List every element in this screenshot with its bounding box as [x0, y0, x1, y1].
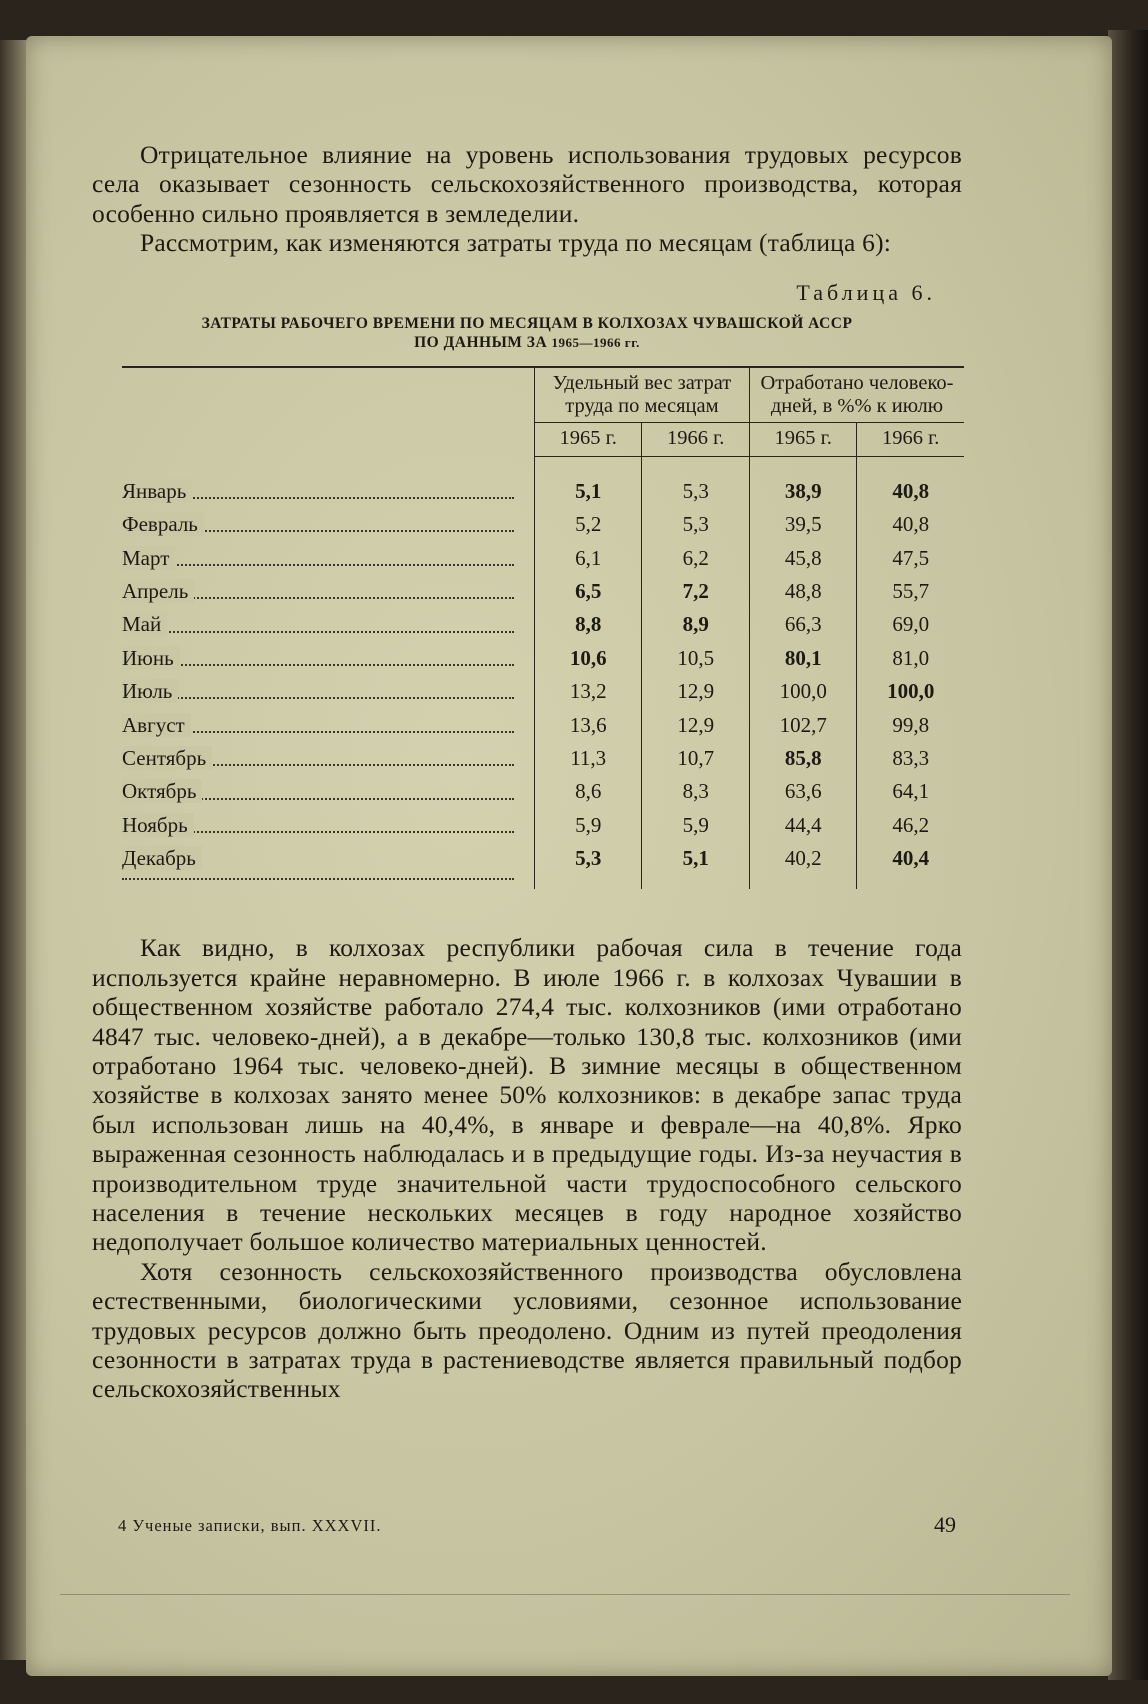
share-1966-cell: 8,3	[642, 775, 750, 808]
share-1965-cell: 8,6	[534, 775, 642, 808]
page-content	[92, 140, 962, 1404]
header-share-group: Удельный вес затрат труда по месяцам	[534, 367, 749, 423]
bottom-margin	[60, 1594, 1070, 1631]
table-row	[122, 575, 964, 608]
page-edge-right	[1108, 30, 1148, 1680]
percent-1965-cell: 85,8	[749, 742, 857, 775]
dot-leader	[122, 662, 514, 666]
share-1966-cell: 7,2	[642, 575, 750, 608]
month-cell: Август	[122, 713, 191, 737]
table-row	[122, 842, 964, 889]
share-1966-cell: 5,3	[642, 456, 750, 508]
share-1966-cell: 8,9	[642, 608, 750, 641]
table-title	[92, 314, 962, 352]
share-1965-cell: 5,9	[534, 809, 642, 842]
header-blank	[122, 367, 534, 457]
percent-1966-cell: 40,8	[857, 508, 964, 541]
percent-1965-cell: 102,7	[749, 708, 857, 741]
intro-paragraph-2: Рассмотрим, как изменяются затраты труда по месяцам (таблица 6):	[140, 228, 892, 258]
percent-1966-cell: 46,2	[857, 809, 964, 842]
share-1966-cell: 5,3	[642, 508, 750, 541]
spacer	[92, 889, 962, 933]
table-title-line-2	[92, 333, 962, 352]
labor-cost-table	[122, 366, 964, 890]
header-percent-1966: 1966 г.	[857, 422, 964, 456]
intro-paragraph-1: Отрицательное влияние на уровень использования трудовых ресурсов села оказывает сезонность сельскохозяйственного производства, которая особенно сильно проявляется в земледелии.	[92, 140, 962, 228]
page-footer	[118, 1512, 956, 1537]
month-cell: Октябрь	[122, 779, 202, 803]
table-row	[122, 675, 964, 708]
percent-1966-cell: 81,0	[857, 642, 964, 675]
share-1966-cell: 5,1	[642, 842, 750, 889]
share-1965-cell: 5,2	[534, 508, 642, 541]
month-cell: Май	[122, 612, 167, 636]
header-share-1966: 1966 г.	[642, 422, 750, 456]
header-percent-1965: 1965 г.	[749, 422, 857, 456]
table-title-line-1: ЗАТРАТЫ РАБОЧЕГО ВРЕМЕНИ ПО МЕСЯЦАМ В КОЛХОЗАХ ЧУВАШСКОЙ АССР	[201, 314, 853, 332]
percent-1966-cell: 83,3	[857, 742, 964, 775]
page-edge-left	[0, 40, 26, 1660]
percent-1965-cell: 40,2	[749, 842, 857, 889]
body-paragraph-2: Хотя сезонность сельскохозяйственного производства обусловлена естественными, биологическими условиями, сезонное использование трудовых ресурсов должно быть преодолено. Одним из путей преодоления сезонности в затратах труда в растениеводстве является правильный подбор сельскохозяйственных	[92, 1256, 962, 1404]
table-title-years: 1965—1966 гг.	[551, 334, 640, 350]
month-cell: Апрель	[122, 579, 194, 603]
share-1965-cell: 6,1	[534, 541, 642, 574]
table-row	[122, 608, 964, 641]
header-percent-group: Отработано человеко-дней, в %% к июлю	[749, 367, 964, 423]
dot-leader	[122, 629, 514, 633]
percent-1966-cell: 99,8	[857, 708, 964, 741]
percent-1965-cell: 38,9	[749, 456, 857, 508]
share-1965-cell: 11,3	[534, 742, 642, 775]
percent-1966-cell: 40,8	[857, 456, 964, 508]
body-paragraph-1: Как видно, в колхозах республики рабочая сила в течение года используется крайне неравномерно. В июле 1966 г. в колхозах Чувашии в общественном хозяйстве работало 274,4 тыс. колхозников (ими отработано 4847 тыс. человеко-дней), а в декабре—только 130,8 тыс. колхозников (ими отработано 1964 тыс. человеко-дней). В зимние месяцы в общественном хозяйстве в колхозах занято менее 50% колхозников: в декабре запас труда был использован лишь на 40,4%, в январе и феврале—на 40,8%. Ярко выраженная сезонность наблюдалась и в предыдущие годы. Из-за неучастия в производительном труде значительной части трудоспособного сельского населения в течение нескольких месяцев в году народное хозяйство недополучает большое количество материальных ценностей.	[92, 933, 962, 1257]
table-row	[122, 742, 964, 775]
share-1965-cell: 5,1	[534, 456, 642, 508]
month-cell: Январь	[122, 479, 192, 503]
share-1966-cell: 12,9	[642, 708, 750, 741]
share-1965-cell: 13,2	[534, 675, 642, 708]
share-1965-cell: 6,5	[534, 575, 642, 608]
page-number: 49	[934, 1512, 956, 1537]
percent-1966-cell: 55,7	[857, 575, 964, 608]
percent-1965-cell: 66,3	[749, 608, 857, 641]
percent-1966-cell: 64,1	[857, 775, 964, 808]
percent-1965-cell: 80,1	[749, 642, 857, 675]
percent-1965-cell: 48,8	[749, 575, 857, 608]
table-row	[122, 456, 964, 508]
month-cell: Март	[122, 546, 175, 570]
dot-leader	[122, 876, 514, 880]
share-1965-cell: 5,3	[534, 842, 642, 889]
month-cell: Ноябрь	[122, 813, 194, 837]
percent-1966-cell: 69,0	[857, 608, 964, 641]
percent-1965-cell: 45,8	[749, 541, 857, 574]
month-cell: Сентябрь	[122, 746, 212, 770]
table-title-prefix: ПО ДАННЫМ ЗА	[414, 333, 548, 351]
dot-leader	[122, 695, 514, 699]
share-1966-cell: 12,9	[642, 675, 750, 708]
share-1965-cell: 8,8	[534, 608, 642, 641]
share-1966-cell: 6,2	[642, 541, 750, 574]
percent-1965-cell: 39,5	[749, 508, 857, 541]
percent-1965-cell: 44,4	[749, 809, 857, 842]
table-label: Таблица 6.	[796, 279, 936, 305]
percent-1965-cell: 100,0	[749, 675, 857, 708]
dot-leader	[122, 562, 514, 566]
share-1966-cell: 10,5	[642, 642, 750, 675]
share-1966-cell: 5,9	[642, 809, 750, 842]
month-cell: Декабрь	[122, 846, 202, 870]
header-share-1965: 1965 г.	[534, 422, 642, 456]
share-1965-cell: 13,6	[534, 708, 642, 741]
percent-1965-cell: 63,6	[749, 775, 857, 808]
signature-line: 4 Ученые записки, вып. XXXVII.	[118, 1516, 382, 1535]
month-cell: Февраль	[122, 512, 204, 536]
month-cell: Июнь	[122, 646, 180, 670]
percent-1966-cell: 100,0	[857, 675, 964, 708]
percent-1966-cell: 40,4	[857, 842, 964, 889]
share-1966-cell: 10,7	[642, 742, 750, 775]
table-row	[122, 541, 964, 574]
table-row	[122, 508, 964, 541]
table-row	[122, 809, 964, 842]
share-1965-cell: 10,6	[534, 642, 642, 675]
table-row	[122, 708, 964, 741]
table-row	[122, 642, 964, 675]
percent-1966-cell: 47,5	[857, 541, 964, 574]
month-cell: Июль	[122, 679, 178, 703]
table-row	[122, 775, 964, 808]
